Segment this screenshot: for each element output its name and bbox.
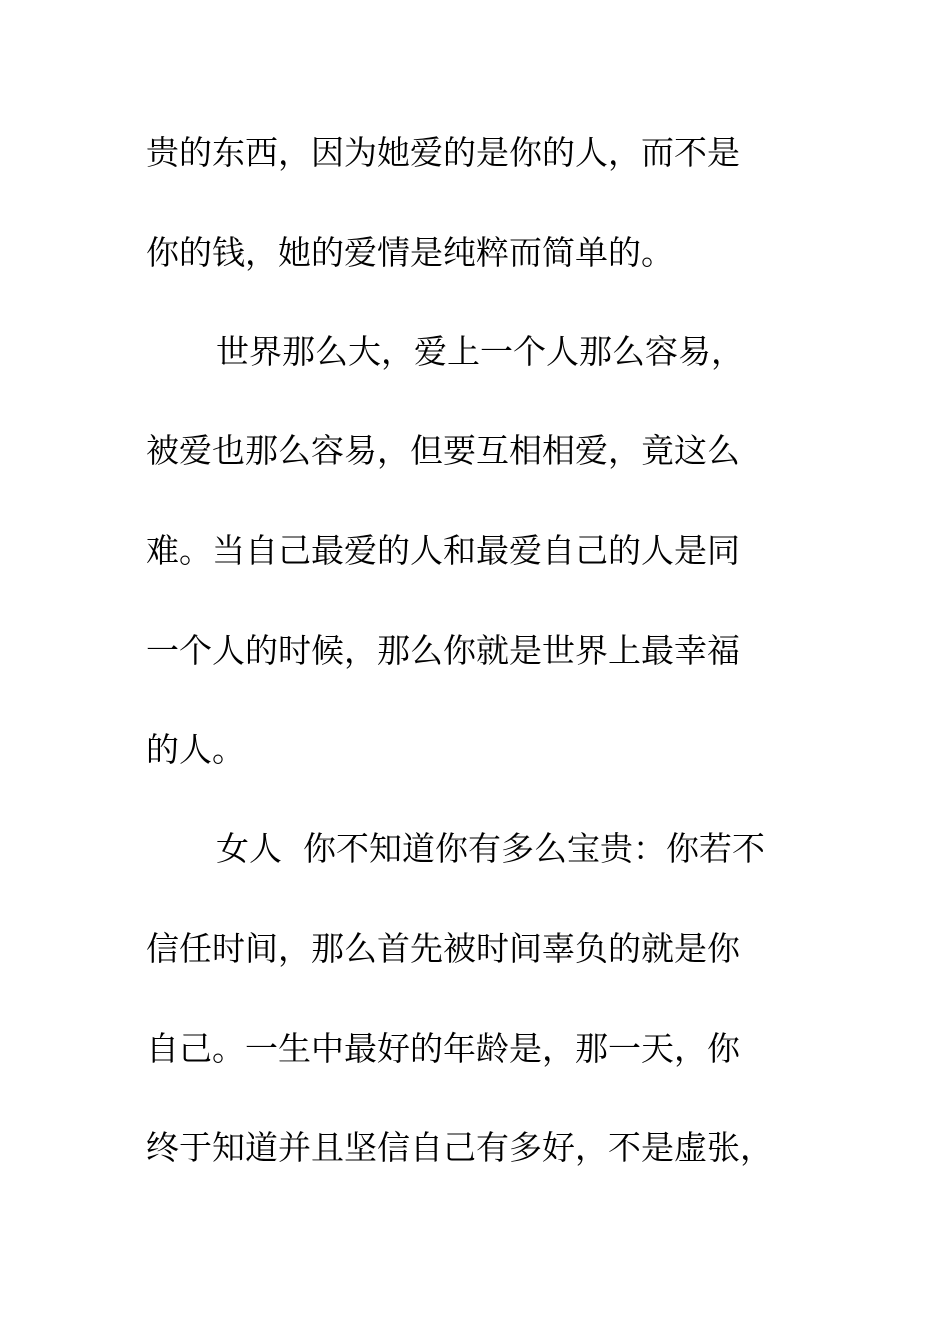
text-line: 世界那么大，爱上一个人那么容易， (216, 332, 744, 371)
text-line: 的人。 (146, 730, 245, 769)
text-line: 一个人的时候，那么你就是世界上最幸福 (146, 631, 740, 670)
text-line: 难。当自己最爱的人和最爱自己的人是同 (146, 531, 740, 570)
text-line: 信任时间，那么首先被时间辜负的就是你 (146, 929, 740, 968)
text-line: 女人 你不知道你有多么宝贵：你若不 (216, 829, 765, 868)
text-line: 被爱也那么容易，但要互相相爱，竟这么 (146, 431, 740, 470)
text-line: 终于知道并且坚信自己有多好，不是虚张， (146, 1128, 773, 1167)
text-line: 贵的东西，因为她爱的是你的人，而不是 (146, 133, 740, 172)
text-line: 自己。一生中最好的年龄是，那一天，你 (146, 1029, 740, 1068)
text-line: 你的钱，她的爱情是纯粹而简单的。 (146, 233, 674, 272)
